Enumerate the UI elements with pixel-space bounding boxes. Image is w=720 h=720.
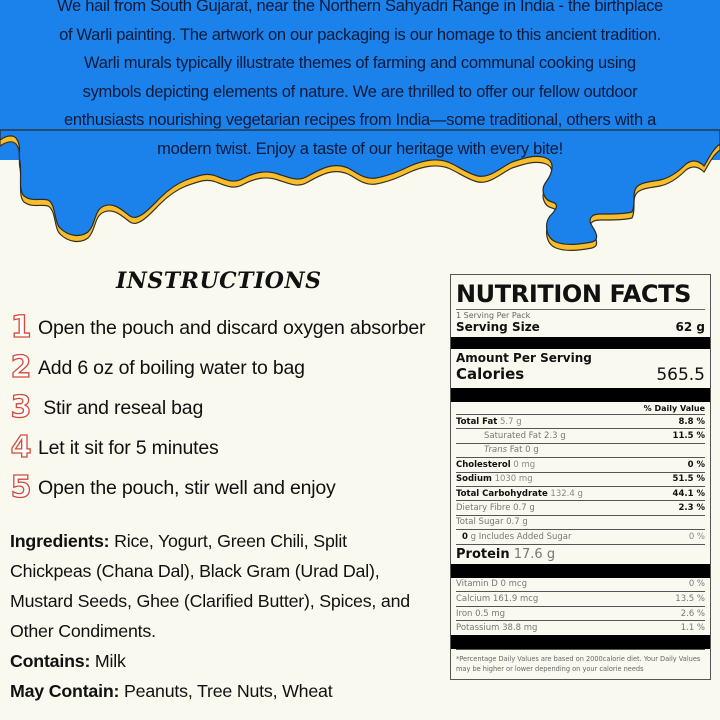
nutrient-pct: 0 % bbox=[688, 531, 705, 542]
serving-size-row bbox=[456, 320, 705, 337]
nutrition-facts-panel bbox=[450, 274, 711, 680]
step-text: Open the pouch, stir well and enjoy bbox=[38, 476, 336, 499]
instruction-step bbox=[6, 348, 451, 388]
step-number-icon: 3 bbox=[10, 390, 32, 425]
ingredients-text bbox=[10, 526, 430, 646]
nutrient-label: Fat 0 g bbox=[507, 445, 539, 456]
vitamin-row bbox=[456, 578, 705, 593]
nutrient-amount: 5.7 g bbox=[497, 416, 522, 427]
nutrient-amount: 1030 mg bbox=[491, 474, 533, 485]
daily-value-header: % Daily Value bbox=[456, 402, 705, 415]
may-contain-text bbox=[10, 676, 430, 706]
nutrient-label: g Includes Added Sugar bbox=[467, 531, 572, 542]
vitamin-pct: 1.1 % bbox=[680, 623, 705, 634]
nutrient-row-sodium bbox=[456, 473, 705, 487]
divider-bar bbox=[451, 564, 710, 578]
vitamin-label: Calcium 161.9 mcg bbox=[456, 593, 539, 604]
nutrient-label: Total Carbohydrate bbox=[456, 488, 548, 499]
intro-line: symbols depicting elements of nature. We are thrilled to offer our fellow outdoor bbox=[82, 82, 638, 101]
may-contain-value: Peanuts, Tree Nuts, Wheat bbox=[119, 681, 333, 701]
may-contain-label: May Contain: bbox=[10, 681, 120, 701]
divider-bar bbox=[451, 388, 710, 402]
protein-value: 17.6 g bbox=[509, 546, 556, 562]
step-number-icon: 1 bbox=[10, 310, 32, 345]
instruction-step bbox=[6, 468, 451, 508]
protein-row bbox=[456, 545, 705, 564]
nutrient-label-bold: 0 bbox=[462, 531, 468, 542]
calories-value: 565.5 bbox=[656, 365, 705, 385]
vitamin-pct: 13.5 % bbox=[675, 593, 705, 604]
instruction-step bbox=[6, 428, 451, 468]
nutrient-label: Total Sugar 0.7 g bbox=[456, 517, 528, 528]
nutrient-row-total-sugar bbox=[456, 516, 705, 530]
calories-row bbox=[456, 365, 705, 388]
nutrient-row-added-sugar bbox=[456, 530, 705, 544]
nutrient-label: Saturated Fat 2.3 g bbox=[484, 431, 566, 442]
step-number-icon: 5 bbox=[10, 470, 32, 505]
nutrient-label-italic: Trans bbox=[484, 445, 508, 456]
vitamin-pct: 0 % bbox=[688, 579, 705, 590]
ingredients-label: Ingredients: bbox=[10, 531, 110, 551]
instructions-title: INSTRUCTIONS bbox=[116, 268, 322, 294]
contains-text bbox=[10, 646, 430, 676]
step-number-icon: 2 bbox=[10, 350, 32, 385]
intro-line: enthusiasts nourishing vegetarian recipes from India—some traditional, others with a bbox=[63, 111, 657, 130]
nutrient-row-dietary-fibre bbox=[456, 501, 705, 515]
servings-per-pack: 1 Serving Per Pack bbox=[456, 309, 705, 320]
vitamin-row bbox=[456, 621, 705, 635]
nutrient-row-total-carbohydrate bbox=[456, 487, 705, 501]
nutrient-label: Sodium bbox=[456, 474, 492, 485]
nutrient-row-cholesterol bbox=[456, 458, 705, 472]
vitamin-label: Vitamin D 0 mcg bbox=[456, 579, 527, 590]
nutrient-pct: 0 % bbox=[687, 459, 705, 470]
nutrient-label: Dietary Fibre 0.7 g bbox=[456, 503, 535, 514]
vitamin-label: Iron 0.5 mg bbox=[456, 608, 505, 619]
vitamin-label: Potassium 38.8 mg bbox=[456, 623, 538, 634]
ingredients-list: Rice, Yogurt, Green Chili, Split Chickpeas (Chana Dal), Black Gram (Urad Dal), Mustard Seeds, Ghee (Clarified Butter), Spices, and Other Condiments. bbox=[10, 531, 410, 641]
intro-line: modern twist. Enjoy a taste of our heritage with every bite! bbox=[157, 139, 563, 158]
vitamin-row bbox=[456, 607, 705, 622]
protein-label: Protein bbox=[456, 546, 510, 562]
nutrient-row-trans-fat bbox=[456, 444, 705, 458]
instruction-step bbox=[6, 388, 451, 428]
calories-label: Calories bbox=[456, 365, 525, 383]
instructions-list bbox=[6, 308, 451, 508]
nutrient-label: Cholesterol bbox=[456, 459, 511, 470]
nutrient-pct: 44.1 % bbox=[672, 488, 705, 499]
step-text: Let it sit for 5 minutes bbox=[38, 436, 219, 459]
nutrient-amount: 132.4 g bbox=[547, 488, 583, 499]
contains-value: Milk bbox=[90, 651, 126, 671]
nutrient-pct: 8.8 % bbox=[678, 416, 705, 427]
nutrient-pct: 11.5 % bbox=[672, 431, 705, 442]
ingredients-block bbox=[10, 526, 430, 706]
nutrient-label: Total Fat bbox=[456, 416, 498, 427]
nutrient-row-total-fat bbox=[456, 415, 705, 429]
vitamin-row bbox=[456, 592, 705, 607]
step-text: Open the pouch and discard oxygen absorber bbox=[38, 316, 426, 339]
intro-line: Warli murals typically illustrate themes of farming and communal cooking using bbox=[84, 54, 636, 73]
brand-story bbox=[0, 0, 720, 164]
step-text: Add 6 oz of boiling water to bag bbox=[38, 356, 305, 379]
serving-size-label: Serving Size bbox=[456, 320, 540, 334]
divider-bar bbox=[451, 635, 710, 649]
intro-line: We hail from South Gujarat, near the Northern Sahyadri Range in India - the birthplace bbox=[57, 0, 663, 15]
amount-per-serving: Amount Per Serving bbox=[456, 351, 592, 365]
nutrition-title: NUTRITION FACTS bbox=[456, 280, 691, 308]
contains-label: Contains: bbox=[10, 651, 91, 671]
daily-value-footnote: *Percentage Daily Values are based on 2000calorie diet. Your Daily Values may be higher or lower depending on your calorie needs bbox=[456, 649, 705, 679]
nutrient-amount: 0 mg bbox=[510, 459, 536, 470]
nutrient-pct: 51.5 % bbox=[672, 474, 705, 485]
vitamin-pct: 2.6 % bbox=[680, 608, 705, 619]
nutrient-pct: 2.3 % bbox=[678, 503, 705, 514]
step-text: Stir and reseal bag bbox=[38, 396, 204, 419]
nutrient-row-saturated-fat bbox=[456, 429, 705, 443]
divider-bar bbox=[451, 337, 710, 349]
serving-size-value: 62 g bbox=[675, 320, 705, 334]
instruction-step bbox=[6, 308, 451, 348]
intro-line: of Warli painting. The artwork on our packaging is our homage to this ancient tradition. bbox=[59, 25, 661, 44]
step-number-icon: 4 bbox=[10, 430, 32, 465]
